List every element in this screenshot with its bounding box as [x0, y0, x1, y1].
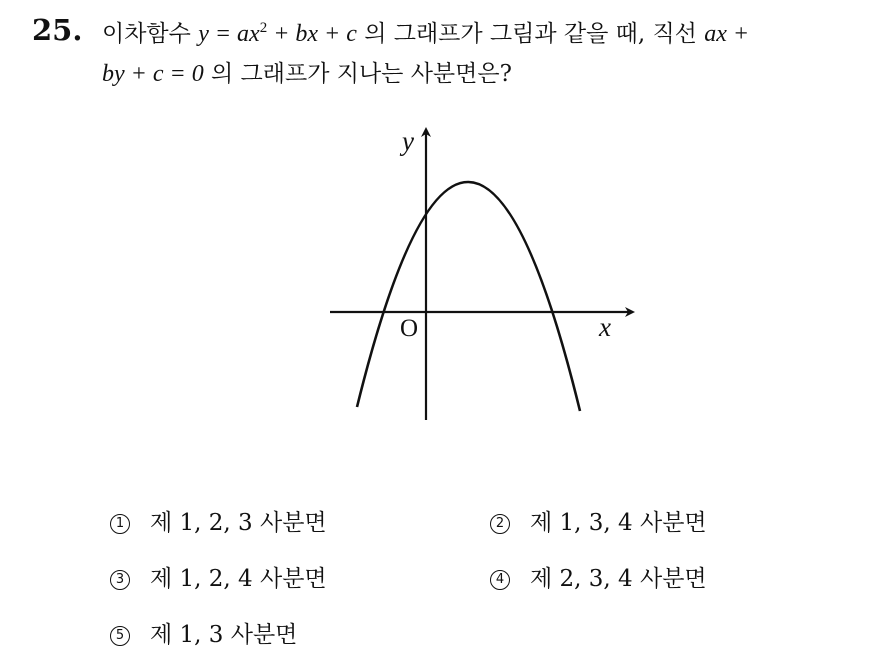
question-number: 25. — [32, 13, 83, 47]
x-axis-label: x — [599, 312, 611, 342]
choice-2[interactable] — [490, 507, 707, 539]
quadratic-equation — [198, 21, 357, 47]
choice-3[interactable] — [110, 563, 327, 595]
choice-3-text: 제 1, 2, 4 사분면 — [150, 566, 327, 592]
origin-label: O — [400, 315, 419, 342]
line-equation-end: by + c = 0 — [102, 61, 204, 87]
quadratic-equation-tail: + bx + c — [267, 21, 357, 47]
choice-5[interactable] — [110, 619, 297, 651]
quadratic-equation-head: y = ax — [198, 21, 260, 47]
question-text — [102, 14, 872, 94]
quadratic-exponent: 2 — [259, 20, 268, 36]
parabola-curve — [357, 182, 580, 411]
parabola-graph-svg — [322, 118, 640, 428]
choice-1-text: 제 1, 2, 3 사분면 — [150, 510, 327, 536]
parabola-graph — [322, 118, 640, 428]
question-text-part1: 이차함수 — [102, 21, 199, 47]
choice-4-text: 제 2, 3, 4 사분면 — [530, 566, 707, 592]
choice-2-text: 제 1, 3, 4 사분면 — [530, 510, 707, 536]
choice-3-marker: 3 — [110, 570, 130, 590]
question-text-part3: 의 그래프가 지나는 사분면은? — [203, 61, 512, 87]
line-equation-start: ax + — [704, 21, 750, 47]
choice-4[interactable] — [490, 563, 707, 595]
choice-1-marker: 1 — [110, 514, 130, 534]
choice-2-marker: 2 — [490, 514, 510, 534]
y-axis-label: y — [402, 126, 414, 156]
choice-5-text: 제 1, 3 사분면 — [150, 622, 298, 648]
question-text-part2: 의 그래프가 그림과 같을 때, 직선 — [356, 21, 705, 47]
choice-4-marker: 4 — [490, 570, 510, 590]
choice-5-marker: 5 — [110, 626, 130, 646]
choice-1[interactable] — [110, 507, 327, 539]
